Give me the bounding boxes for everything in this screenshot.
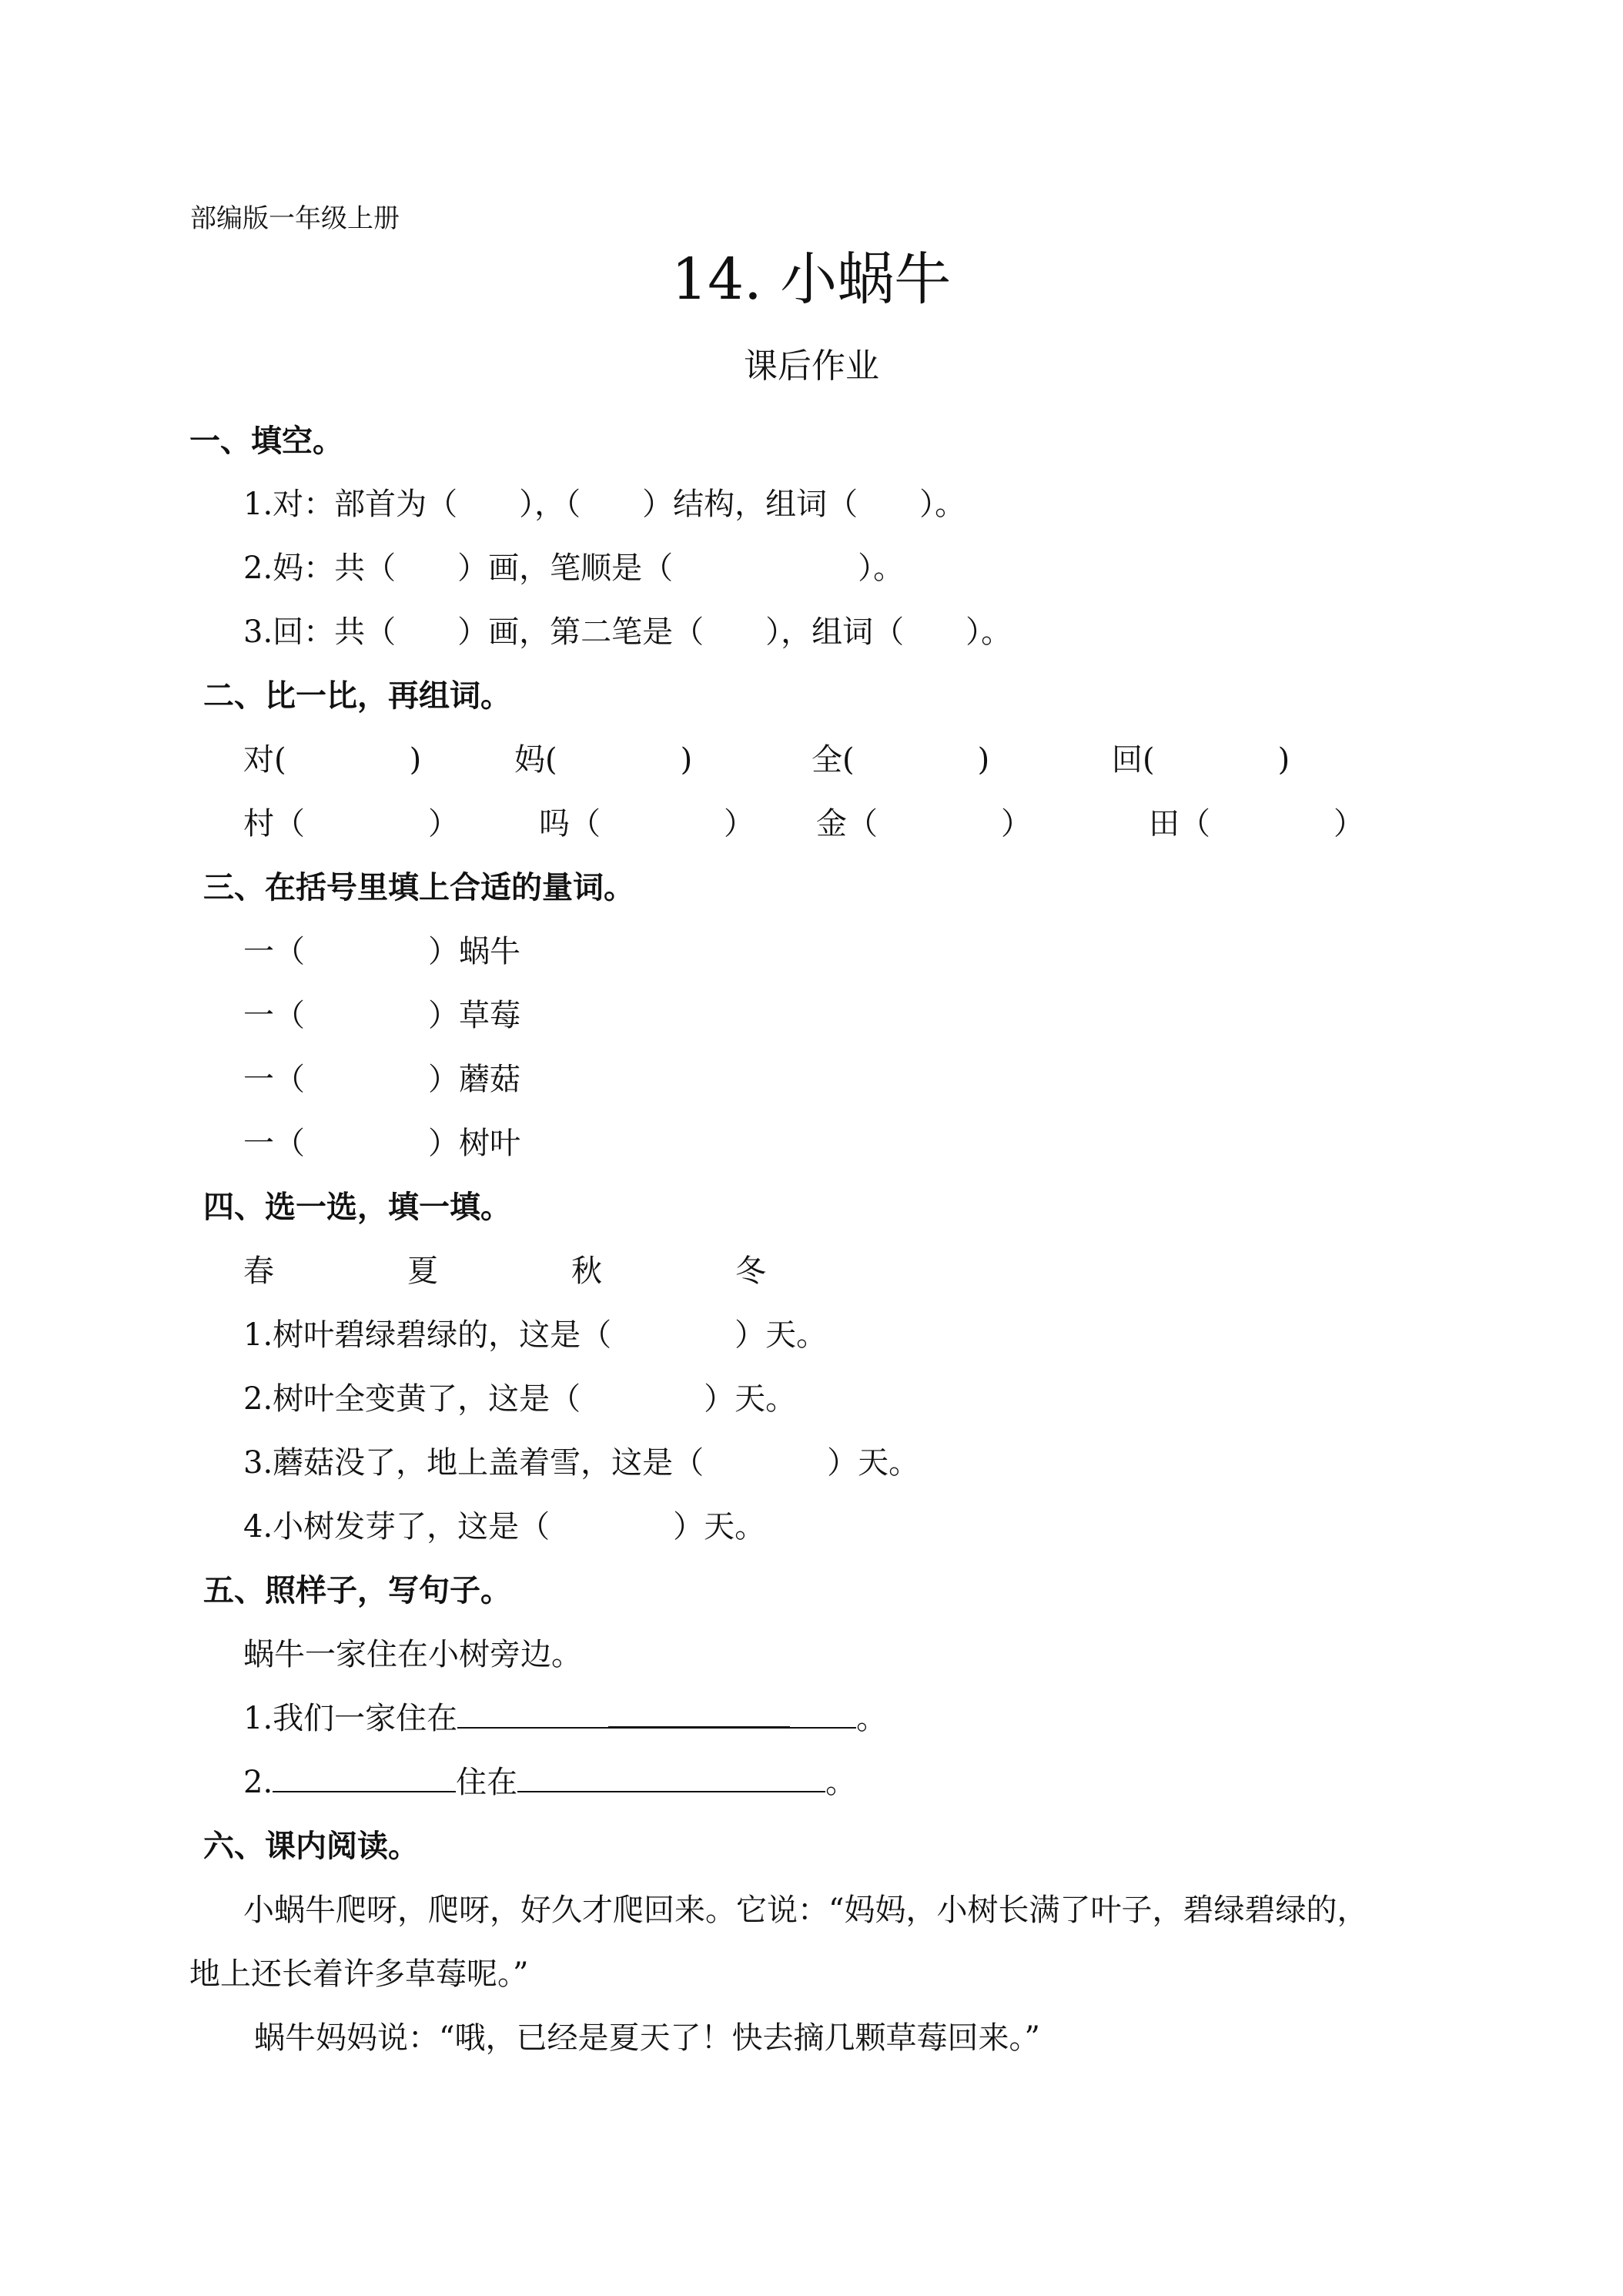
reading-para1-line1: 小蜗牛爬呀，爬呀，好久才爬回来。它说：“妈妈，小树长满了叶子，碧绿碧绿的，	[243, 1893, 1368, 1928]
season-option-spring: 春	[243, 1253, 274, 1289]
compare-word-cun: 村（ ）	[243, 806, 459, 842]
answer-blank-bold[interactable]	[608, 1697, 790, 1729]
sentence-item-1	[243, 1697, 887, 1740]
sentence-item-2-middle: 住在	[456, 1765, 518, 1800]
section6-heading: 六、课内阅读。	[203, 1828, 419, 1864]
reading-para1-line2: 地上还长着许多草莓呢。”	[189, 1956, 529, 1992]
section2-row-2	[243, 802, 1398, 845]
sentence-item-1-suffix: 。	[856, 1701, 888, 1736]
season-options	[243, 1250, 1013, 1293]
sentence-example: 蜗牛一家住在小树旁边。	[243, 1637, 582, 1672]
sentence-item-2	[243, 1761, 856, 1804]
sentence-item-2-suffix: 。	[825, 1765, 857, 1800]
section3-heading: 三、在括号里填上合适的量词。	[203, 869, 634, 905]
section4-heading: 四、选一选，填一填。	[203, 1189, 511, 1225]
section1-heading: 一、填空。	[189, 423, 343, 459]
sentence-item-2-prefix: 2.	[243, 1765, 273, 1800]
season-option-winter: 冬	[735, 1253, 766, 1289]
answer-blank-subject[interactable]	[273, 1762, 456, 1792]
measure-word-item-4: 一（ ）树叶	[243, 1126, 520, 1161]
season-item-3: 3.蘑菇没了，地上盖着雪，这是（ ）天。	[243, 1445, 920, 1481]
compare-word-ma: 妈( )	[514, 742, 693, 778]
compare-word-jin: 金（ ）	[816, 806, 1032, 842]
season-item-4: 4.小树发芽了，这是（ ）天。	[243, 1509, 766, 1545]
season-option-autumn: 秋	[571, 1253, 602, 1289]
edition-label: 部编版一年级上册	[190, 203, 400, 234]
reading-para2: 蜗牛妈妈说：“哦，已经是夏天了！快去摘几颗草莓回来。”	[254, 2020, 1040, 2056]
section1-item-1: 1.对：部首为（ ），（ ）结构，组词（ ）。	[243, 487, 966, 522]
page-title: 14. 小蜗牛	[671, 246, 952, 313]
section1-item-3: 3.回：共（ ）画，第二笔是（ ），组词（ ）。	[243, 614, 1012, 650]
compare-word-ma2: 吗（ ）	[539, 806, 755, 842]
page-subtitle: 课后作业	[744, 346, 879, 386]
season-item-1: 1.树叶碧绿碧绿的，这是（ ）天。	[243, 1317, 828, 1353]
answer-blank[interactable]	[457, 1698, 608, 1729]
section1-item-2: 2.妈：共（ ）画，笔顺是（ ）。	[243, 551, 905, 586]
compare-word-hui: 回( )	[1112, 742, 1290, 778]
section2-row-1	[243, 738, 1398, 782]
section2-heading: 二、比一比，再组词。	[203, 678, 511, 714]
measure-word-item-2: 一（ ）草莓	[243, 998, 520, 1033]
measure-word-item-1: 一（ ）蜗牛	[243, 934, 520, 969]
compare-word-dui: 对( )	[243, 742, 422, 778]
season-item-2: 2.树叶全变黄了，这是（ ）天。	[243, 1381, 797, 1417]
compare-word-tian: 田（ ）	[1149, 806, 1364, 842]
measure-word-item-3: 一（ ）蘑菇	[243, 1062, 520, 1097]
season-option-summer: 夏	[407, 1253, 438, 1289]
section5-heading: 五、照样子，写句子。	[203, 1572, 511, 1608]
compare-word-quan: 全( )	[812, 742, 990, 778]
answer-blank-end[interactable]	[790, 1698, 856, 1729]
answer-blank-place[interactable]	[517, 1762, 825, 1792]
sentence-item-1-prefix: 1.我们一家住在	[243, 1701, 458, 1736]
